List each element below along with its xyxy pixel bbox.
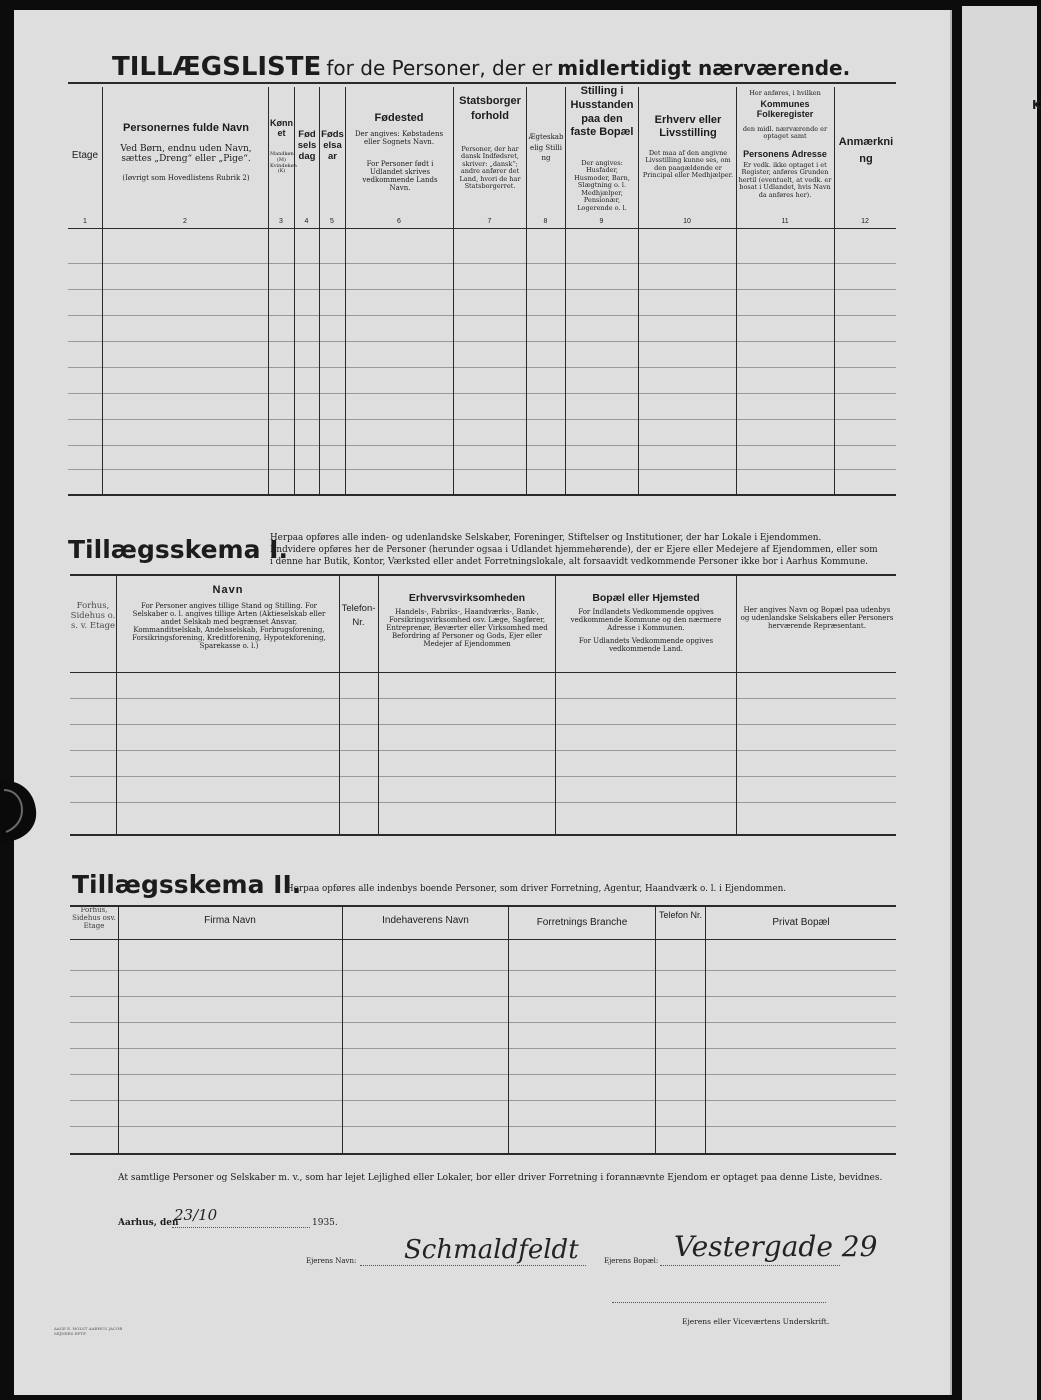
- schema1-title: Tillægsskema I.: [68, 535, 288, 564]
- schema1-col-residence-sub1: For Indlandets Vedkommende opgives vedkommende Kommune og den nærmere Adresse i Kommunen.: [570, 608, 722, 633]
- schema2-col-phone: Telefon Nr.: [658, 910, 703, 920]
- col-citizenship-sub: Personer, der har dansk Indfødsret, skriver: „dansk“; andre anfører det Land, hvori de har Statsborgerret.: [459, 145, 521, 191]
- col-number-11: 11: [781, 218, 789, 225]
- handwritten-owner-address: Vestergade 29: [674, 1230, 878, 1263]
- col-number-12: 12: [861, 218, 869, 225]
- col-household-sub: Der angives: Husfader, Husmoder, Barn, Slægtning o. l. Medhjælper, Pensionær, Logerende o. l.: [574, 159, 630, 212]
- col-name-note: (Iøvrigt som Hovedlistens Rubrik 2): [122, 174, 250, 182]
- col-number-6: 6: [397, 218, 401, 225]
- col-number-1: 1: [83, 218, 87, 225]
- schema1-col-floor: Forhus, Sidehus o. s. v. Etage: [70, 601, 116, 631]
- schema1-col-residence-sub2: For Udlandets Vedkommende opgives vedkommende Land.: [578, 637, 714, 654]
- schema1-col-business-header: Erhvervsvirksomheden: [408, 592, 526, 604]
- schema1-col-phone: Telefon-Nr.: [341, 603, 376, 629]
- owner-name-label: Ejerens Navn:: [306, 1257, 357, 1265]
- schema1-col-representative: Her angives Navn og Bopæl paa udenbys og udenlandske Selskabers eller Personers herværende Repræsentant.: [740, 606, 894, 631]
- schema1-desc-line3: i denne har Butik, Kontor, Værksted eller andet Forretningslokale, alt forsaavidt vedkommende Personer ikke bor i Aarhus Kommune.: [270, 556, 869, 567]
- schema2-col-branch: Forretnings Branche: [536, 917, 628, 928]
- form-title-emphasis: midlertidigt nærværende.: [557, 56, 851, 80]
- schema1-col-name-sub: For Personer angives tillige Stand og Stilling. For Selskaber o. l. angives tillige Arten (Aktieselskab eller andet Selskab med begrænset Ansvar, Kommanditselskab, Andelsselskab, Forbrugsforening, Forsikringsforening, Kreditforening, Hypotekforening, Sparekasse o. l.): [132, 602, 326, 651]
- place-label: Aarhus, den: [118, 1218, 179, 1228]
- col-register-sub: den midl. nærværende er optaget samt: [742, 125, 828, 141]
- col-number-10: 10: [683, 218, 691, 225]
- col-gender-header: Kønnet: [270, 118, 293, 139]
- col-citizenship-header: Statsborgerforhold: [459, 95, 521, 123]
- col-register-header2: Personens Adresse: [743, 149, 827, 159]
- col-number-3: 3: [279, 218, 283, 225]
- schema2-col-firm: Firma Navn: [204, 915, 256, 926]
- binding-clip-shadow: [0, 776, 40, 844]
- schema1-col-residence-header: Bopæl eller Hjemsted: [592, 592, 700, 604]
- col-name-header: Personernes fulde Navn: [123, 122, 249, 134]
- col-birthplace-note: For Personer født i Udlandet skrives vedkommende Lands Navn.: [362, 160, 438, 193]
- col-birthplace-header: Fødested: [374, 112, 424, 124]
- owner-address-label: Ejerens Bopæl:: [604, 1257, 659, 1265]
- col-marital-header: Ægteskabelig Stilling: [528, 133, 564, 162]
- handwritten-owner-name: Schmaldfeldt: [404, 1235, 579, 1265]
- col-birthday-header: Fødselsdag: [297, 129, 317, 162]
- form-title-main: TILLÆGSLISTE: [112, 52, 322, 82]
- handwritten-date: 23/10: [174, 1206, 218, 1224]
- col-gender-sub: Mandkøn (M) Kvindekøn (K): [270, 151, 297, 175]
- col-birthyear-header: Fødselsaar: [321, 129, 344, 162]
- col-register-top: Her anføres, i hvilken: [749, 89, 821, 97]
- col-register-header: Kommunes Folkeregister: [756, 99, 814, 120]
- col-etage-header: Etage: [71, 150, 99, 161]
- col-number-8: 8: [543, 218, 548, 225]
- schema2-description: Herpaa opføres alle indenbys boende Personer, som driver Forretning, Agentur, Haandværk o. l. i Ejendommen.: [286, 884, 787, 894]
- printer-imprint: AAGE E. HOLST AARHUS JACOB SEJNERS EFTF.: [54, 1326, 123, 1337]
- year-label: 1935.: [312, 1218, 338, 1228]
- col-number-4: 4: [304, 218, 309, 225]
- form-title: [112, 52, 850, 82]
- schema1-col-name-header: Navn: [212, 584, 244, 596]
- schema2-col-owner: Indehaverens Navn: [382, 915, 469, 926]
- col-occupation-sub: Det maa af den angivne Livsstilling kunne ses, om den paagældende er Principal eller Medhjælper.: [642, 149, 734, 180]
- col-number-7: 7: [487, 218, 492, 225]
- adjacent-page-edge: [962, 6, 1041, 1400]
- col-birthplace-sub: Der angives: Købstadens eller Sognets Navn.: [354, 130, 444, 147]
- col-remark-header: Anmærkning: [838, 136, 894, 165]
- schema2-title: Tillægsskema II.: [72, 870, 302, 899]
- schema2-col-residence: Privat Bopæl: [772, 917, 830, 928]
- schema1-desc-line1: Herpaa opføres alle inden- og udenlandske Selskaber, Foreninger, Stiftelser og Institutioner, der har Lokale i Ejendommen.: [270, 533, 822, 543]
- form-title-rest: for de Personer, der er: [326, 56, 553, 80]
- signature-label: Ejerens eller Viceværtens Underskrift.: [682, 1317, 830, 1326]
- col-register-note: Er vedk. ikke optaget i et Register, anføres Grunden hertil (eventuelt, at vedk. er bosat i Udlandet, hvis Navn da anføres her).: [738, 161, 832, 199]
- adjacent-page-letter: K: [1032, 98, 1041, 112]
- schema1-description: [270, 533, 906, 569]
- attestation-text: At samtlige Personer og Selskaber m. v., som har lejet Lejlighed eller Lokaler, bor eller driver Forretning i forannævnte Ejendom er optaget paa denne Liste, bevidnes.: [118, 1173, 883, 1183]
- schema2-col-floor: Forhus, Sidehus osv. Etage: [72, 906, 116, 931]
- col-number-5: 5: [330, 218, 334, 225]
- col-number-9: 9: [599, 218, 604, 225]
- schema1-col-business-sub: Handels-, Fabriks-, Haandværks-, Bank-, Forsikringsvirksomhed osv. Læge, Sagfører, Entreprenør, Beværter eller Virksomhed med Befordring af Personer og Gods, Ejer eller Medejer af Ejendommen: [386, 608, 548, 649]
- col-name-sub: Ved Børn, endnu uden Navn, sættes „Dreng“ eller „Pige“.: [120, 144, 252, 165]
- col-number-2: 2: [183, 218, 187, 225]
- census-form-page: [14, 10, 952, 1395]
- col-household-header: Stilling i Husstanden paa den faste Bopæl: [570, 85, 634, 139]
- schema1-desc-line2: Endvidere opføres her de Personer (herunder ogsaa i Udlandet hjemmehørende), der er Ejere eller Medejere af Ejendommen, eller som: [270, 544, 878, 555]
- col-occupation-header: Erhverv eller Livsstilling: [654, 114, 722, 139]
